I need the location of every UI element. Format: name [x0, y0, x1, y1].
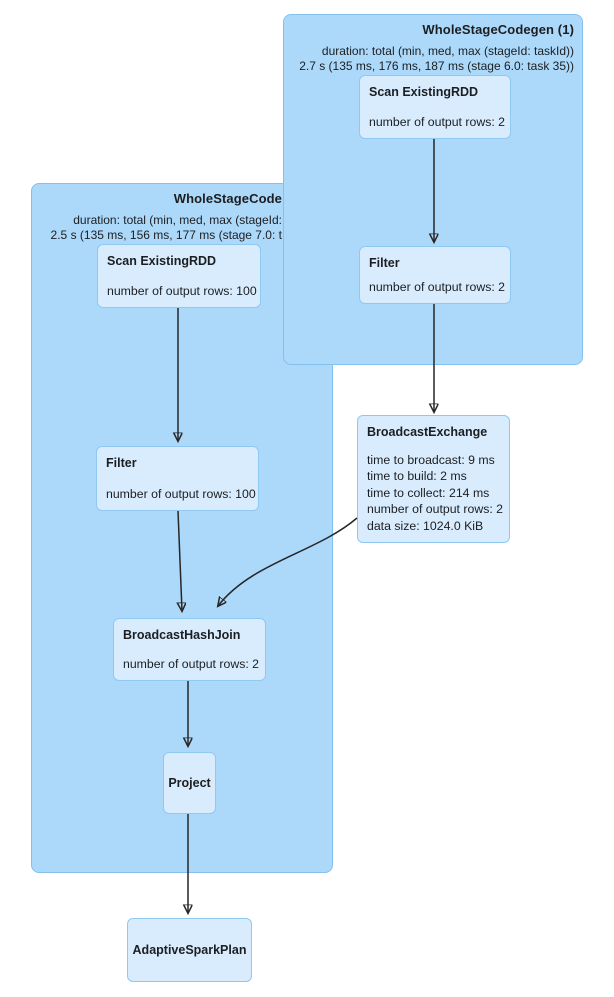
cluster-duration [299, 44, 574, 74]
node-scan-existingrdd-right[interactable] [359, 75, 511, 139]
node-title: Scan ExistingRDD [107, 254, 217, 268]
node-adaptivesparkplan[interactable] [127, 918, 252, 982]
node-metric: number of output rows: 2 [369, 114, 506, 129]
node-filter-left[interactable] [96, 446, 259, 511]
cluster-title: WholeStageCodegen (1) [422, 22, 574, 37]
node-metric: time to broadcast: 9 ms [367, 452, 495, 467]
duration-value: 2.5 s (135 ms, 156 ms, 177 ms (stage 7.0: t [50, 228, 282, 242]
node-broadcastexchange[interactable] [357, 415, 510, 543]
node-title: Project [168, 776, 211, 790]
node-title: Filter [106, 456, 137, 470]
cluster-wholestagecodegen-1 [283, 14, 583, 365]
node-title: Scan ExistingRDD [369, 85, 479, 99]
node-metric: number of output rows: 100 [106, 486, 256, 501]
cluster-duration [51, 213, 282, 243]
node-title: AdaptiveSparkPlan [132, 943, 247, 957]
node-metric: time to build: 2 ms [367, 469, 467, 483]
cluster-title: WholeStageCode [173, 191, 282, 206]
node-title: Filter [369, 256, 400, 270]
node-filter-right[interactable] [359, 246, 511, 304]
duration-label: duration: total (min, med, max (stageId: taskId)) [321, 44, 574, 58]
node-title: BroadcastExchange [367, 425, 488, 439]
node-project[interactable] [163, 752, 216, 814]
node-metric: number of output rows: 2 [123, 656, 260, 671]
node-metric: time to collect: 214 ms [367, 485, 490, 500]
node-metric: number of output rows: 100 [107, 283, 257, 298]
node-scan-existingrdd-left[interactable] [97, 244, 261, 308]
node-metric: data size: 1024.0 KiB [367, 518, 484, 533]
duration-label: duration: total (min, med, max (stageId: [73, 213, 282, 227]
node-metric: number of output rows: 2 [367, 502, 504, 516]
node-broadcasthashjoin[interactable] [113, 618, 266, 681]
node-title: BroadcastHashJoin [123, 628, 241, 642]
node-metric: number of output rows: 2 [369, 279, 506, 294]
duration-value: 2.7 s (135 ms, 176 ms, 187 ms (stage 6.0: task 35)) [299, 59, 574, 73]
